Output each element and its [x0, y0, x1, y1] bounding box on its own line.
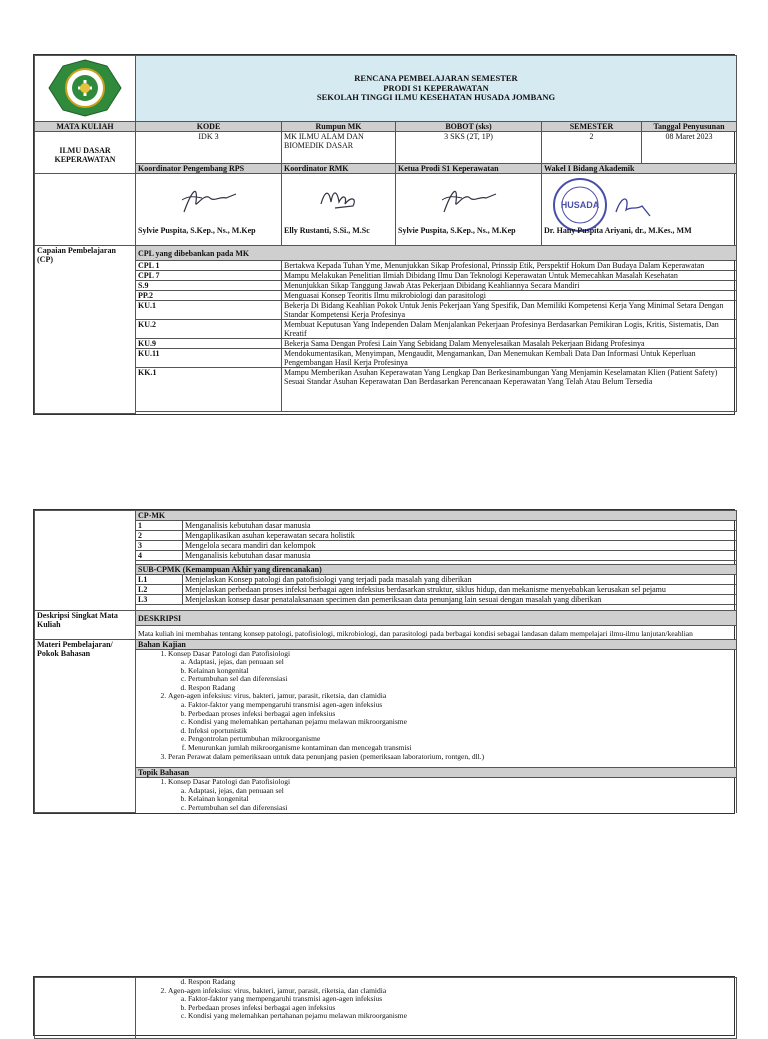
signature-block-2 — [282, 174, 396, 246]
list-item: b. Perbedaan proses infeksi berbagai agen infeksius — [188, 1004, 734, 1013]
deskripsi-text: Mata kuliah ini membahas tentang konsep patologi, patofisiologi, mikrobiologi, dan parasitologi pada berbagai kondisi sebagai landasan dalam mempelajari ilmu-ilmu lanjutan/keahlian — [136, 626, 737, 640]
cpl-code: KK.1 — [136, 368, 282, 412]
col-bobot: BOBOT (sks) — [396, 122, 542, 132]
cpl-text: Menguasai Konsep Teoritis Ilmu mikrobiologi dan parasitologi — [282, 291, 737, 301]
col-tanggal: Tanggal Penyusunan — [642, 122, 737, 132]
cpl-code: KU.11 — [136, 349, 282, 368]
list-item: a. Faktor-faktor yang mempengaruhi transmisi agen-agen infeksius — [188, 995, 734, 1004]
signatory-name-3: Sylvie Puspita, S.Kep., Ns., M.Kep — [398, 226, 516, 235]
list-item: d. Respon Radang — [188, 978, 734, 987]
cpl-heading: CPL yang dibebankan pada MK — [136, 246, 737, 261]
signatory-name-1: Sylvie Puspita, S.Kep., Ns., M.Kep — [138, 226, 256, 235]
deskripsi-heading: DESKRIPSI — [136, 611, 737, 626]
list-item: b. Perbedaan proses infeksi berbagai agen infeksius — [188, 710, 734, 719]
cpmk-heading: CP-MK — [136, 511, 737, 521]
col-rumpun: Rumpun MK — [282, 122, 396, 132]
cpmk-code: 1 — [136, 521, 183, 531]
list-item: c. Pertumbuhan sel dan diferensiasi — [188, 804, 734, 813]
subcpmk-code: L1 — [136, 575, 183, 585]
cpmk-text: Menganalisis kebutuhan dasar manusia — [183, 521, 737, 531]
list-item: b. Kelainan kongenital — [188, 667, 734, 676]
list-item: c. Kondisi yang melemahkan pertahanan pejamu melawan mikroorganisme — [188, 1012, 734, 1021]
document-title — [136, 56, 737, 122]
sign-header-2: Koordinator RMK — [282, 164, 396, 174]
signature-block-4 — [542, 174, 737, 246]
cpmk-code: 3 — [136, 541, 183, 551]
cpmk-text: Menganalisis kebutuhan dasar manusia — [183, 551, 737, 561]
sign-header-4: Wakel I Bidang Akademik — [542, 164, 737, 174]
col-semester: SEMESTER — [542, 122, 642, 132]
cpmk-code: 2 — [136, 531, 183, 541]
bahan-kajian-list — [136, 649, 737, 768]
list-item: e. Pengontrolan pertumbuhan mikroorganisme — [188, 735, 734, 744]
signatory-name-4: Dr. Hany Puspita Ariyani, dr., M.Kes., MM — [544, 226, 692, 235]
subcpmk-heading: SUB-CPMK (Kemampuan Akhir yang direncanakan) — [136, 565, 737, 575]
subcpmk-code: L3 — [136, 595, 183, 605]
cpl-code: CPL 7 — [136, 271, 282, 281]
mata-kuliah-value: ILMU DASAR KEPERAWATAN — [35, 132, 136, 174]
cpl-text: Bekerja Sama Dengan Profesi Lain Yang Sebidang Dalam Menyelesaikan Masalah Pekerjaan Bidang Profesinya — [282, 339, 737, 349]
semester-value: 2 — [542, 132, 642, 164]
cpl-code: KU.1 — [136, 301, 282, 320]
cpl-code: CPL 1 — [136, 261, 282, 271]
list-item: 2. Agen-agen infeksius: virus, bakteri, jamur, parasit, riketsia, dan clamidia a. Faktor-faktor yang mempengaruhi transmisi agen-agen infeksius b. Perbedaan proses infeksi berbagai agen infeksius c. Kondisi yang melemahkan pertahanan pejamu melawan mikroorganisme — [168, 987, 734, 1021]
sign-header-1: Koordinator Pengembang RPS — [136, 164, 282, 174]
cpmk-code: 4 — [136, 551, 183, 561]
bahan-kajian-heading: Bahan Kajian — [136, 639, 737, 649]
col-mata-kuliah: MATA KULIAH — [35, 122, 136, 132]
empty-cell — [35, 174, 136, 246]
list-item: 1. Konsep Dasar Patologi dan Patofisiologi a. Adaptasi, jejas, dan penuaan sel b. Kelainan kongenital c. Pertumbuhan sel dan diferensiasi — [168, 778, 734, 812]
bobot-value: 3 SKS (2T, 1P) — [396, 132, 542, 164]
signature-block-3 — [396, 174, 542, 246]
cpl-text: Membuat Keputusan Yang Independen Dalam Menjalankan Pekerjaan Profesinya Berdasarkan Pemikiran Logis, Kritis, Sistematis, Dan Kreatif — [282, 320, 737, 339]
empty-label-cell — [35, 511, 136, 611]
title-line-1: RENCANA PEMBELAJARAN SEMESTER — [354, 73, 518, 84]
list-item: a. Adaptasi, jejas, dan penuaan sel — [188, 787, 734, 796]
rps-page-1 — [33, 54, 735, 415]
cp-label: Capaian Pembelajaran (CP) — [35, 246, 136, 414]
list-item: a. Adaptasi, jejas, dan penuaan sel — [188, 658, 734, 667]
signatory-name-2: Elly Rustanti, S.Si., M.Sc — [284, 226, 370, 235]
tanggal-value: 08 Maret 2023 — [642, 132, 737, 164]
kode-value: IDK 3 — [136, 132, 282, 164]
cpl-text: Bekerja Di Bidang Keahlian Pokok Untuk Jenis Pekerjaan Yang Spesifik, Dan Memiliki Kompetensi Kerja Yang Minimal Setara Dengan Standar Kompetensi Kerja Profesinya — [282, 301, 737, 320]
list-item: c. Kondisi yang melemahkan pertahanan pejamu melawan mikroorganisme — [188, 718, 734, 727]
stamp-text: HUSADA — [560, 200, 600, 210]
list-item: d. Respon Radang — [188, 684, 734, 693]
list-item: f. Menurunkan jumlah mikroorganisme kontaminan dan mencegah transmisi — [188, 744, 734, 753]
signature-image — [174, 182, 244, 216]
signature-image — [434, 182, 504, 216]
logo-cell — [35, 56, 136, 122]
subcpmk-text: Menjelaskan perbedaan proses infeksi berbagai agen infeksius berdasarkan struktur, siklus hidup, dan mekanisme menyebabkan kerusakan sel pejamu — [183, 585, 737, 595]
sign-header-3: Ketua Prodi S1 Keperawatan — [396, 164, 542, 174]
cpl-code: S.9 — [136, 281, 282, 291]
rumpun-value: MK ILMU ALAM DAN BIOMEDIK DASAR — [282, 132, 396, 164]
list-item: b. Kelainan kongenital — [188, 795, 734, 804]
topik-bahasan-continued — [136, 978, 737, 1039]
deskripsi-label: Deskripsi Singkat Mata Kuliah — [35, 611, 136, 640]
list-item: 2. Agen-agen infeksius: virus, bakteri, jamur, parasit, riketsia, dan clamidia a. Faktor-faktor yang mempengaruhi transmisi agen-agen infeksius b. Perbedaan proses infeksi berbagai agen infeksius c. Kondisi yang melemahkan pertahanan pejamu melawan mikroorganisme d. Infeksi oportunistik e. Pengontrolan pertumbuhan mikroorganisme f. Menurunkan jumlah mikroorganisme kontaminan dan mencegah transmisi — [168, 692, 734, 752]
cpl-text: Mampu Melakukan Penelitian Ilmiah Dibidang Ilmu Dan Teknologi Keperawatan Untuk Memecahkan Masalah Kesehatan — [282, 271, 737, 281]
cpmk-text: Mengelola secara mandiri dan kelompok — [183, 541, 737, 551]
cpl-text: Menunjukkan Sikap Tanggung Jawab Atas Pekerjaan Dibidang Keahliannya Secara Mandiri — [282, 281, 737, 291]
materi-label: Materi Pembelajaran/ Pokok Bahasan — [35, 639, 136, 813]
list-item: 1. Konsep Dasar Patologi dan Patofisiologi a. Adaptasi, jejas, dan penuaan sel b. Kelainan kongenital c. Pertumbuhan sel dan diferensiasi d. Respon Radang — [168, 650, 734, 693]
list-item: a. Faktor-faktor yang mempengaruhi transmisi agen-agen infeksius — [188, 701, 734, 710]
cpl-code: PP.2 — [136, 291, 282, 301]
subcpmk-text: Menjelaskan Konsep patologi dan patofisiologi yang terjadi pada masalah yang diberikan — [183, 575, 737, 585]
empty-label-cell — [35, 978, 136, 1039]
rps-page-2 — [33, 509, 735, 814]
title-line-2: PRODI S1 KEPERAWATAN — [383, 82, 489, 93]
topik-bahasan-heading: Topik Bahasan — [136, 768, 737, 778]
list-item: d. Infeksi oportunistik — [188, 727, 734, 736]
cpmk-text: Mengaplikasikan asuhan keperawatan secara holistik — [183, 531, 737, 541]
col-kode: KODE — [136, 122, 282, 132]
rps-page-3 — [33, 976, 735, 1036]
list-item: 3. Peran Perawat dalam pemeriksaan untuk data penunjang pasien (pemeriksaan laboratorium, rontgen, dll.) — [168, 753, 734, 762]
cpl-code: KU.2 — [136, 320, 282, 339]
stikes-logo — [45, 58, 125, 118]
cpl-text: Bertakwa Kepada Tuhan Yme, Menunjukkan Sikap Profesional, Prinssip Etik, Perspektif Hokum Dan Budaya Dalam Keperawatan — [282, 261, 737, 271]
signature-image — [309, 182, 369, 216]
signature-block-1 — [136, 174, 282, 246]
list-item: c. Pertumbuhan sel dan diferensiasi — [188, 675, 734, 684]
cpl-text: Mampu Memberikan Asuhan Keperawatan Yang Lengkap Dan Berkesinambungan Yang Menjamin Keselamatan Klien (Patient Safety) Sesuai Standar Asuhan Keperawatan Dan Berdasarkan Perencanaan Keperawatan Yang Telah Atau Belum Tersedia — [282, 368, 737, 412]
title-line-3: SEKOLAH TINGGI ILMU KESEHATAN HUSADA JOMBANG — [316, 92, 556, 103]
subcpmk-text: Menjelaskan konsep dasar penatalaksanaan specimen dan pemeriksaan data penunjang lain sesuai dengan masalah yang diberikan — [183, 595, 737, 605]
topik-bahasan-list — [136, 778, 737, 813]
cpl-text: Mendokumentasikan, Menyimpan, Mengaudit, Mengamankan, Dan Menemukan Kembali Data Dan Informasi Untuk Keperluan Pengembangan Hasil Kerja Profesinya — [282, 349, 737, 368]
subcpmk-code: L2 — [136, 585, 183, 595]
cpl-code: KU.9 — [136, 339, 282, 349]
